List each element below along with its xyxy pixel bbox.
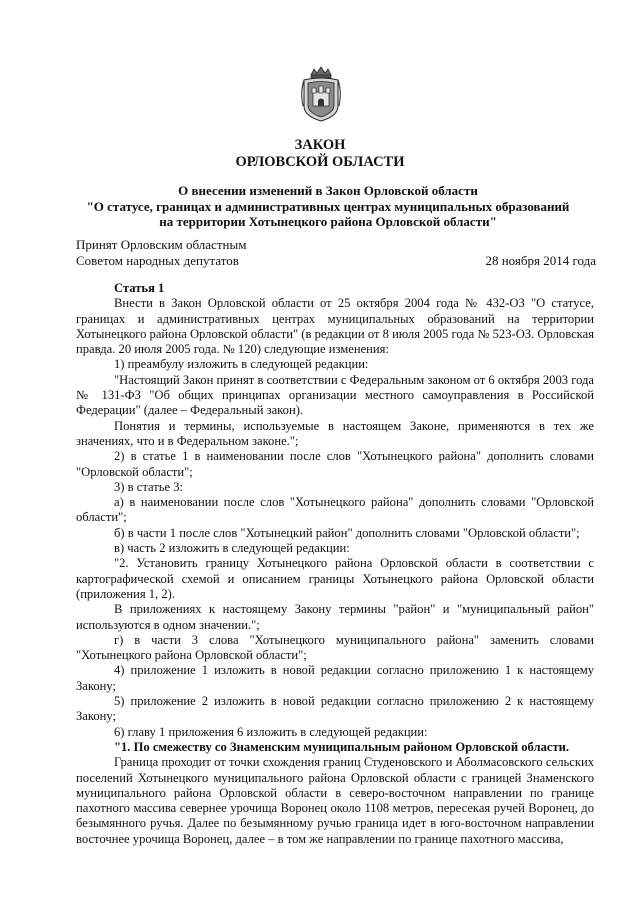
doc-subtitle-line: на территории Хотынецкого района Орловской области" bbox=[159, 214, 497, 229]
article-paragraph: б) в части 1 после слов "Хотынецкий район" дополнить словами "Орловской области"; bbox=[114, 525, 580, 540]
article-paragraph: Граница проходит от точки схождения границ Студеновского и Аболмасовского сельских поселений Хотынецкого муниципального района Орловской области с границей Знаменского муниципального района Орловской области в северо-восточном направлении по границе пахотного массива севернее урочища Воронец около 1108 метров, пересекая ручей Воронец, до безымянного ручья. Далее по безымянному ручью граница идет в юго-восточном направлении восточнее урочища Воронец, далее – в том же направлении по границе пахотного массива, bbox=[76, 755, 594, 846]
article-paragraph: "2. Установить границу Хотынецкого района Орловской области в соответствии с картографической схемой и описанием границы Хотынецкого района Орловской области (приложения 1, 2). bbox=[76, 556, 594, 601]
chapter-heading: "1. По смежеству со Знаменским муниципальным районом Орловской области. bbox=[114, 739, 570, 754]
adoption-block bbox=[76, 237, 596, 269]
adoption-line1: Принят Орловским областным bbox=[76, 237, 247, 252]
article-paragraph: Внести в Закон Орловской области от 25 октября 2004 года № 432-ОЗ "О статусе, границах и административных центрах муниципальных образований на территории Хотынецкого района Орловской области" (в редакции от 8 июля 2005 года № 523-ОЗ. Орловская правда. 20 июля 2005 года. № 120) следующие изменения: bbox=[76, 296, 594, 357]
doc-subtitle bbox=[60, 183, 596, 230]
coat-of-arms-icon bbox=[300, 66, 342, 122]
article-paragraph: 1) преамбулу изложить в следующей редакции: bbox=[114, 357, 369, 372]
article-paragraph: а) в наименовании после слов "Хотынецкого района" дополнить словами "Орловской области"; bbox=[76, 495, 594, 525]
article-paragraph: Понятия и термины, используемые в настоящем Законе, применяются в тех же значениях, что и в Федеральном законе."; bbox=[76, 418, 594, 448]
article-paragraph: 4) приложение 1 изложить в новой редакции согласно приложению 1 к настоящему Закону; bbox=[76, 663, 594, 693]
article-paragraph: г) в части 3 слова "Хотынецкого муниципального района" заменить словами "Хотынецкого района Орловской области"; bbox=[76, 632, 594, 663]
article-paragraph: В приложениях к настоящему Закону термины "район" и "муниципальный район" используются в одном значении."; bbox=[76, 602, 594, 632]
adoption-line2: Советом народных депутатов bbox=[76, 253, 239, 268]
doc-title-line2: ОРЛОВСКОЙ ОБЛАСТИ bbox=[235, 154, 405, 170]
adoption-date: 28 ноября 2014 года bbox=[485, 253, 596, 268]
article-heading: Статья 1 bbox=[114, 281, 165, 295]
doc-title-line1: ЗАКОН bbox=[294, 137, 346, 153]
article-body bbox=[76, 280, 594, 847]
article-paragraph: 6) главу 1 приложения 6 изложить в следующей редакции: bbox=[114, 724, 428, 739]
article-paragraph: 3) в статье 3: bbox=[114, 479, 184, 494]
doc-subtitle-line: "О статусе, границах и административных центрах муниципальных образований bbox=[86, 198, 570, 214]
article-paragraph: 5) приложение 2 изложить в новой редакции согласно приложению 2 к настоящему Закону; bbox=[76, 694, 594, 724]
article-paragraph: 2) в статье 1 в наименовании после слов "Хотынецкого района" дополнить словами "Орловской области"; bbox=[76, 449, 594, 479]
article-paragraph: в) часть 2 изложить в следующей редакции: bbox=[114, 541, 350, 556]
doc-subtitle-line: О внесении изменений в Закон Орловской области bbox=[178, 183, 478, 198]
article-paragraph: "Настоящий Закон принят в соответствии с Федеральным законом от 6 октября 2003 года № 131-ФЗ "Об общих принципах организации местного самоуправления в Российской Федерации" (далее – Федеральный закон). bbox=[76, 372, 594, 418]
